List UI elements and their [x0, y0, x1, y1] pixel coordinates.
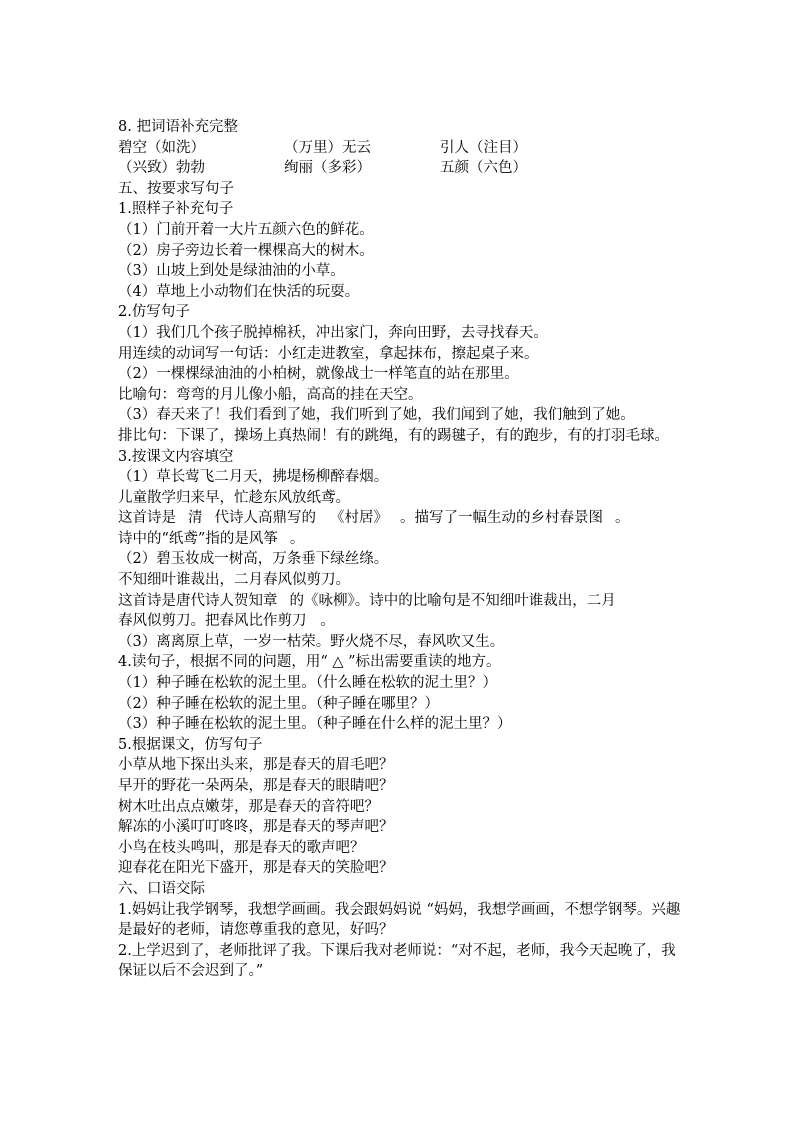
part-2-line: （2）一棵棵绿油油的小柏树，就像战士一样笔直的站在那里。 [118, 366, 519, 383]
part-5-item: 解冻的小溪叮叮咚咚，那是春天的琴声吧？ [118, 819, 394, 836]
fill-answer: 《村居》 [330, 510, 388, 527]
part-1-item: （4）草地上小动物们在快活的玩耍。 [118, 283, 360, 300]
fill-text: 这首诗是唐代诗人贺知章 [118, 592, 278, 609]
q8-word: 碧空（如洗） [118, 139, 205, 156]
q8-word: （兴致）勃勃 [118, 160, 205, 177]
part-4-item: （1）种子睡在松软的泥土里。（什么睡在松软的泥土里？） [118, 675, 497, 692]
q8-word: （万里）无云 [284, 139, 371, 156]
part-2-line: （3）春天来了！我们看到了她，我们听到了她，我们闻到了她，我们触到了她。 [118, 407, 635, 424]
document-content [118, 117, 688, 982]
part-2-title: 2.仿写句子 [118, 304, 190, 321]
part-5-item: 早开的野花一朵两朵，那是春天的眼睛吧？ [118, 778, 394, 794]
fill-text: 这首诗是 [118, 510, 176, 527]
part-1-item: （2）房子旁边长着一棵棵高大的树木。 [118, 242, 374, 259]
fill-text: 诗中的“纸鸢”指的是风筝 [118, 530, 278, 547]
q8-word: 引人（注目） [440, 139, 527, 156]
fill-blank-line [118, 508, 688, 529]
part-1-title: 1.照样子补充句子 [118, 201, 234, 218]
poem-line: （1）草长莺飞二月天，拂堤杨柳醉春烟。 [118, 469, 389, 486]
poem-line: （3）离离原上草，一岁一枯荣。野火烧不尽，春风吹又生。 [118, 633, 505, 650]
q8-row-2 [118, 158, 688, 179]
part-5-title: 5.根据课文，仿写句子 [118, 736, 263, 753]
fill-text: 。描写了一幅生动的乡村春景图 [400, 510, 603, 527]
fill-text: 的《咏柳》。诗中的比喻句是不知细叶谁裁出，二月 [289, 592, 616, 609]
poem-line: 儿童散学归来早，忙趁东风放纸鸢。 [118, 489, 350, 506]
fill-blank-line [118, 529, 688, 550]
part-4-item: （3）种子睡在松软的泥土里。（种子睡在什么样的泥土里？） [118, 716, 512, 733]
q8-word: 五颜（六色） [440, 160, 527, 177]
part-2-line: 比喻句：弯弯的月儿像小船，高高的挂在天空。 [118, 386, 423, 403]
part-3-title: 3.按课文内容填空 [118, 448, 234, 465]
fill-text: 。 [289, 530, 305, 547]
part-4-title: 4.读句子，根据不同的问题，用“ △ ”标出需要重读的地方。 [118, 654, 501, 671]
part-2-line: 用连续的动词写一句话：小红走进教室，拿起抹布，擦起桌子来。 [118, 345, 539, 362]
part-5-item: 迎春花在阳光下盛开，那是春天的笑脸吧？ [118, 860, 394, 877]
fill-answer: 清 [188, 510, 203, 527]
part-2-line: 排比句：下课了，操场上真热闹！有的跳绳，有的踢毽子，有的跑步，有的打羽毛球。 [118, 427, 669, 444]
section-6-title: 六、口语交际 [118, 880, 205, 897]
part-5-item: 小鸟在枝头鸣叫，那是春天的歌声吧？ [118, 839, 365, 856]
fill-blank-line [118, 611, 688, 632]
fill-text: 春风似剪刀。把春风比作剪刀 [118, 613, 307, 630]
section-6-item: 2.上学迟到了，老师批评了我。下课后我对老师说：“对不起，老师，我今天起晚了，我保证以后不会迟到了。” [118, 942, 676, 980]
poem-line: 不知细叶谁裁出，二月春风似剪刀。 [118, 572, 350, 589]
part-5-item: 小草从地下探出头来，那是春天的眉毛吧？ [118, 757, 394, 774]
part-2-line: （1）我们几个孩子脱掉棉袄，冲出家门，奔向田野，去寻找春天。 [118, 324, 548, 341]
part-1-item: （3）山坡上到处是绿油油的小草。 [118, 263, 345, 280]
q8-row-1 [118, 138, 688, 159]
fill-text: 。 [320, 613, 335, 630]
fill-text: 。 [615, 510, 630, 527]
part-1-item: （1）门前开着一大片五颜六色的鲜花。 [118, 221, 374, 238]
part-4-item: （2）种子睡在松软的泥土里。（种子睡在哪里？） [118, 695, 439, 712]
poem-line: （2）碧玉妆成一树高，万条垂下绿丝绦。 [118, 551, 389, 568]
section-5-title: 五、按要求写句子 [118, 180, 234, 197]
fill-text: 代诗人高鼎写的 [214, 510, 316, 527]
fill-blank-line [118, 591, 688, 612]
part-5-item: 树木吐出点点嫩芽，那是春天的音符吧？ [118, 798, 379, 815]
q8-word: 绚丽（多彩） [284, 160, 371, 177]
q8-title: 8. 把词语补充完整 [118, 119, 238, 135]
section-6-item: 1.妈妈让我学钢琴，我想学画画。我会跟妈妈说 “妈妈，我想学画画，不想学钢琴。兴趣是最好的老师，请您尊重我的意见，好吗？ [118, 901, 681, 939]
